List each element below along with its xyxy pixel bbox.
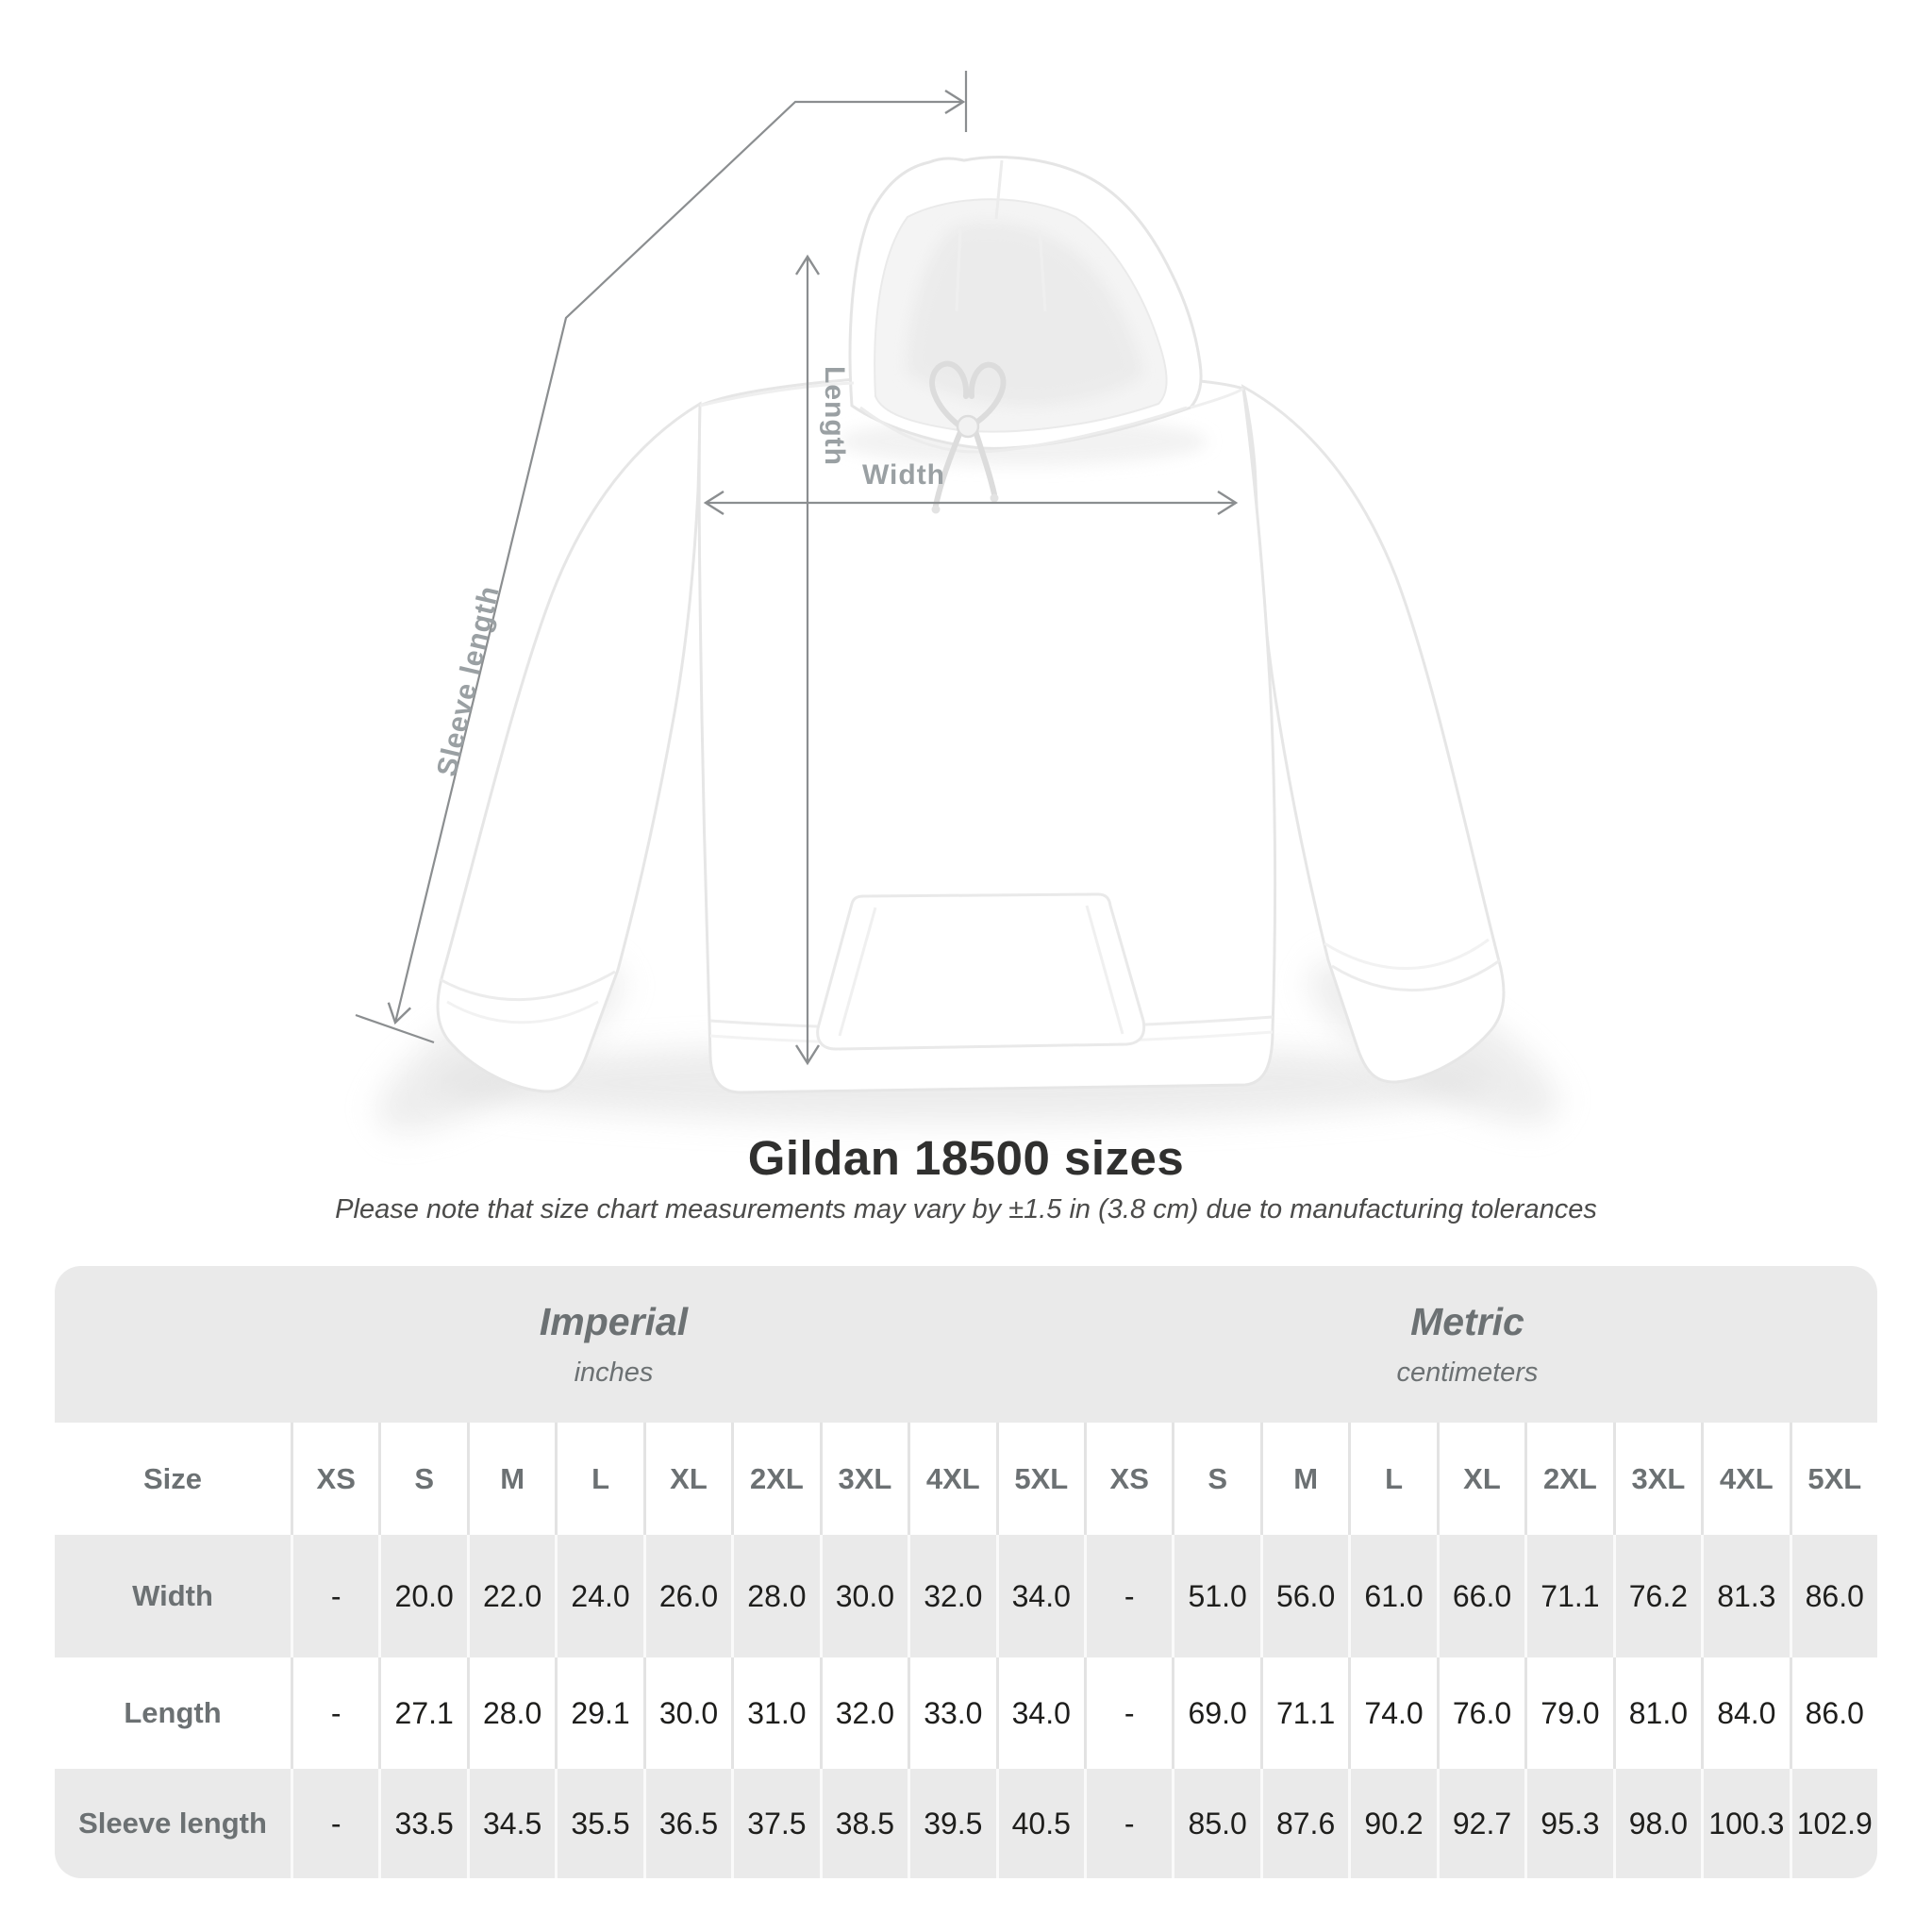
sleeve-metric-5xl: 102.9 — [1790, 1769, 1877, 1878]
width-imperial-3xl: 30.0 — [820, 1535, 908, 1657]
width-imperial-l: 24.0 — [555, 1535, 642, 1657]
length-imperial-l: 29.1 — [555, 1657, 642, 1769]
hoodie-hood — [850, 158, 1201, 453]
length-metric-4xl: 84.0 — [1701, 1657, 1789, 1769]
col-header-metric-3xl: 3XL — [1613, 1423, 1701, 1535]
sleeve-imperial-s: 33.5 — [378, 1769, 466, 1878]
col-header-metric-4xl: 4XL — [1701, 1423, 1789, 1535]
col-header-metric-5xl: 5XL — [1790, 1423, 1877, 1535]
width-imperial-5xl: 34.0 — [996, 1535, 1084, 1657]
length-imperial-s: 27.1 — [378, 1657, 466, 1769]
group-header-imperial — [291, 1266, 1084, 1423]
col-header-imperial-l: L — [555, 1423, 642, 1535]
col-header-metric-2xl: 2XL — [1524, 1423, 1612, 1535]
length-dimension-label: Length — [819, 366, 850, 466]
sleeve-metric-s: 85.0 — [1172, 1769, 1259, 1878]
sleeve-length-dimension-label: Sleeve length — [431, 582, 506, 780]
col-header-imperial-m: M — [467, 1423, 555, 1535]
length-metric-xs: - — [1084, 1657, 1172, 1769]
metric-group-title: Metric — [1410, 1300, 1524, 1343]
col-header-imperial-2xl: 2XL — [731, 1423, 819, 1535]
sleeve-metric-4xl: 100.3 — [1701, 1769, 1789, 1878]
length-imperial-5xl: 34.0 — [996, 1657, 1084, 1769]
row-label-length: Length — [55, 1657, 291, 1769]
col-header-imperial-xl: XL — [643, 1423, 731, 1535]
length-imperial-3xl: 32.0 — [820, 1657, 908, 1769]
col-header-metric-l: L — [1348, 1423, 1436, 1535]
imperial-group-title: Imperial — [539, 1300, 689, 1343]
tolerance-note: Please note that size chart measurements may vary by ±1.5 in (3.8 cm) due to manufacturing tolerances — [335, 1194, 1597, 1224]
sleeve-metric-l: 90.2 — [1348, 1769, 1436, 1878]
sleeve-imperial-l: 35.5 — [555, 1769, 642, 1878]
width-imperial-4xl: 32.0 — [908, 1535, 995, 1657]
length-imperial-xl: 30.0 — [643, 1657, 731, 1769]
sleeve-metric-3xl: 98.0 — [1613, 1769, 1701, 1878]
width-imperial-m: 22.0 — [467, 1535, 555, 1657]
size-column-header: Size — [55, 1423, 291, 1535]
length-metric-2xl: 79.0 — [1524, 1657, 1612, 1769]
col-header-imperial-xs: XS — [291, 1423, 378, 1535]
sleeve-metric-xl: 92.7 — [1437, 1769, 1524, 1878]
length-metric-s: 69.0 — [1172, 1657, 1259, 1769]
sleeve-imperial-3xl: 38.5 — [820, 1769, 908, 1878]
width-imperial-xs: - — [291, 1535, 378, 1657]
hoodie-pocket — [818, 894, 1144, 1049]
width-imperial-s: 20.0 — [378, 1535, 466, 1657]
group-header-metric — [1084, 1266, 1877, 1423]
width-metric-4xl: 81.3 — [1701, 1535, 1789, 1657]
length-metric-m: 71.1 — [1260, 1657, 1348, 1769]
sleeve-imperial-xs: - — [291, 1769, 378, 1878]
sleeve-imperial-2xl: 37.5 — [731, 1769, 819, 1878]
col-header-imperial-5xl: 5XL — [996, 1423, 1084, 1535]
width-metric-3xl: 76.2 — [1613, 1535, 1701, 1657]
hoodie-left-sleeve — [438, 404, 700, 1091]
length-metric-3xl: 81.0 — [1613, 1657, 1701, 1769]
imperial-group-unit: inches — [574, 1357, 654, 1388]
col-header-metric-xs: XS — [1084, 1423, 1172, 1535]
col-header-metric-xl: XL — [1437, 1423, 1524, 1535]
col-header-imperial-3xl: 3XL — [820, 1423, 908, 1535]
sleeve-metric-xs: - — [1084, 1769, 1172, 1878]
width-metric-m: 56.0 — [1260, 1535, 1348, 1657]
sleeve-metric-2xl: 95.3 — [1524, 1769, 1612, 1878]
length-metric-xl: 76.0 — [1437, 1657, 1524, 1769]
sleeve-metric-m: 87.6 — [1260, 1769, 1348, 1878]
col-header-metric-m: M — [1260, 1423, 1348, 1535]
length-imperial-4xl: 33.0 — [908, 1657, 995, 1769]
col-header-imperial-s: S — [378, 1423, 466, 1535]
length-imperial-2xl: 31.0 — [731, 1657, 819, 1769]
col-header-metric-s: S — [1172, 1423, 1259, 1535]
sleeve-imperial-m: 34.5 — [467, 1769, 555, 1878]
sleeve-imperial-4xl: 39.5 — [908, 1769, 995, 1878]
length-metric-l: 74.0 — [1348, 1657, 1436, 1769]
col-header-imperial-4xl: 4XL — [908, 1423, 995, 1535]
width-metric-xl: 66.0 — [1437, 1535, 1524, 1657]
size-table — [55, 1266, 1877, 1878]
sleeve-imperial-xl: 36.5 — [643, 1769, 731, 1878]
length-imperial-m: 28.0 — [467, 1657, 555, 1769]
width-metric-s: 51.0 — [1172, 1535, 1259, 1657]
sleeve-imperial-5xl: 40.5 — [996, 1769, 1084, 1878]
row-label-sleeve-length: Sleeve length — [55, 1769, 291, 1878]
width-dimension-label: Width — [861, 459, 946, 491]
width-metric-2xl: 71.1 — [1524, 1535, 1612, 1657]
hoodie-right-sleeve — [1243, 387, 1504, 1082]
width-metric-l: 61.0 — [1348, 1535, 1436, 1657]
length-metric-5xl: 86.0 — [1790, 1657, 1877, 1769]
width-metric-5xl: 86.0 — [1790, 1535, 1877, 1657]
width-imperial-2xl: 28.0 — [731, 1535, 819, 1657]
row-label-width: Width — [55, 1535, 291, 1657]
group-header-spacer — [55, 1266, 291, 1423]
length-imperial-xs: - — [291, 1657, 378, 1769]
page-title: Gildan 18500 sizes — [747, 1131, 1185, 1185]
width-metric-xs: - — [1084, 1535, 1172, 1657]
metric-group-unit: centimeters — [1396, 1357, 1539, 1388]
width-imperial-xl: 26.0 — [643, 1535, 731, 1657]
